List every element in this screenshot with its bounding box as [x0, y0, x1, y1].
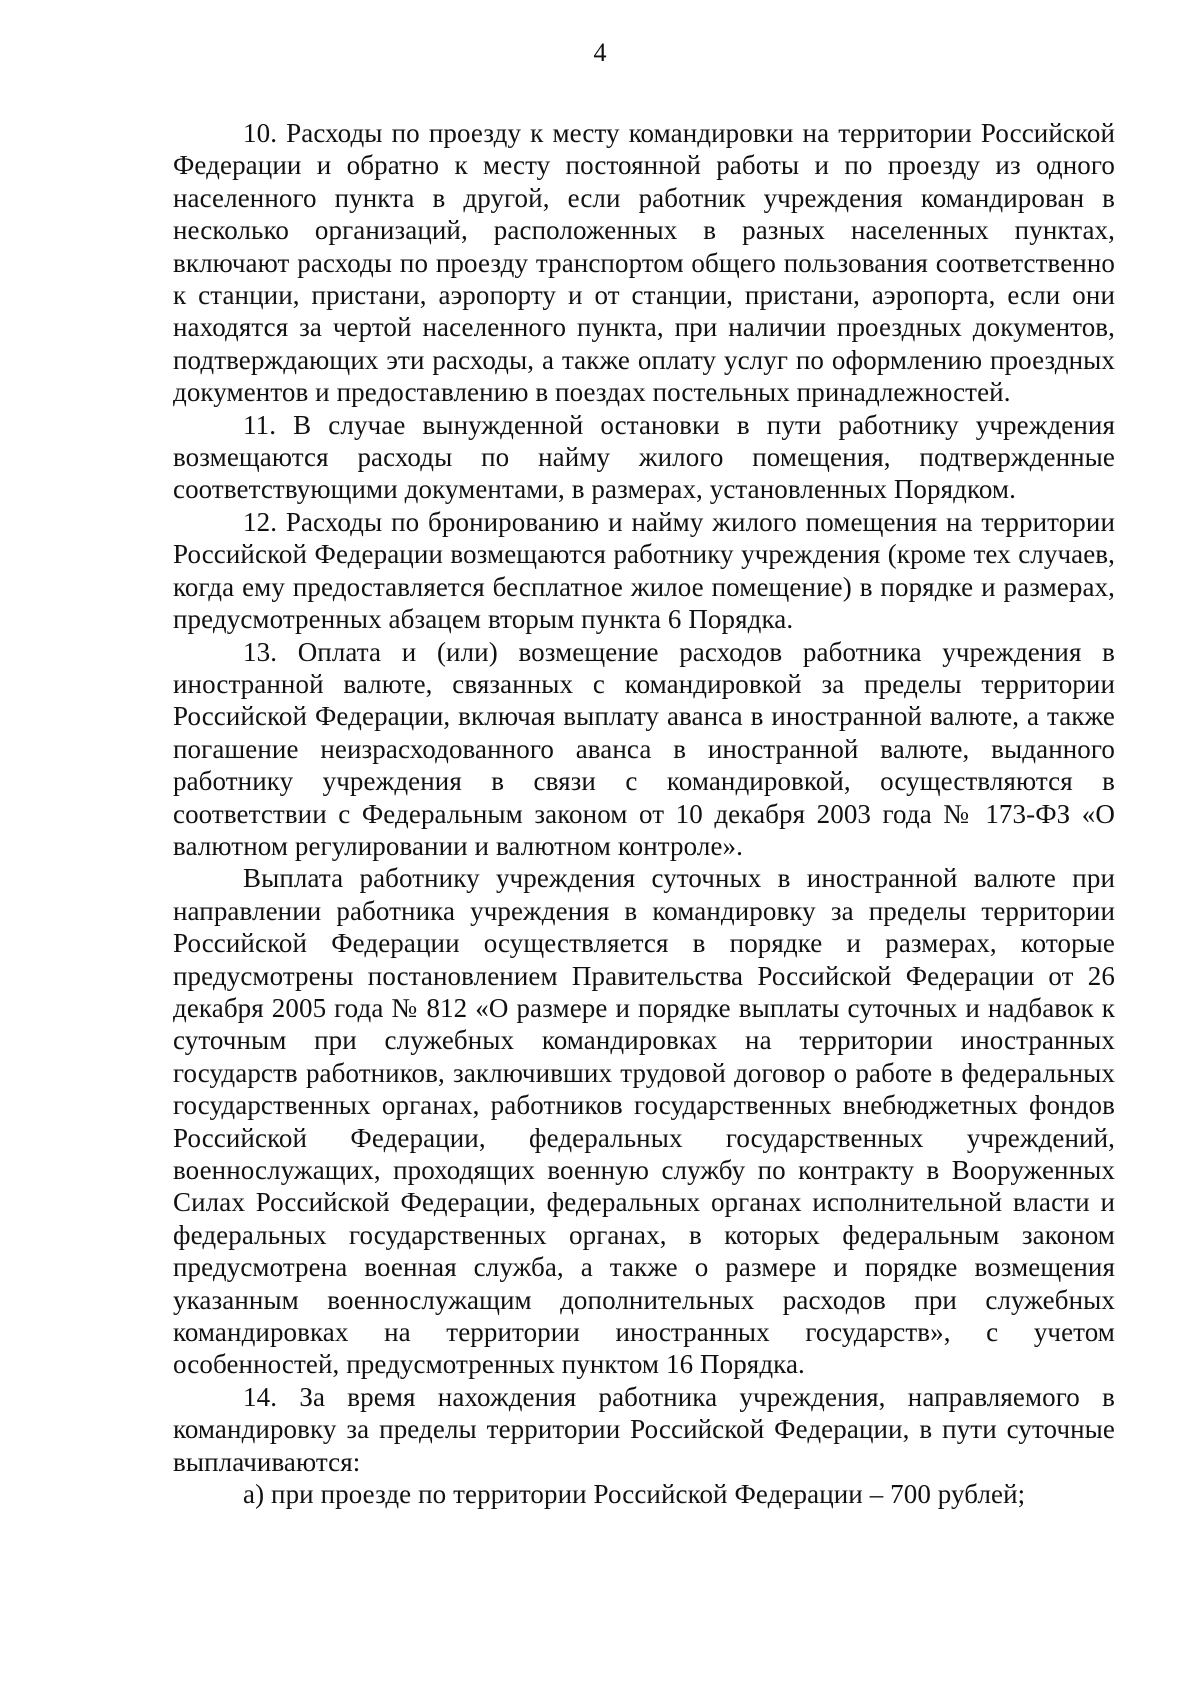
paragraph-per-diem-foreign-currency: Выплата работнику учреждения суточных в иностранной валюте при направлении работника учреждения в командировку за пределы территории Российской Федерации осуществляется в порядке и размерах, которые предусмотрены постановлением Правительства Российской Федерации от 26 декабря 2005 года № 812 «О размере и порядке выплаты суточных и надбавок к суточным при служебных командировках на территории иностранных государств работников, заключивших трудовой договор о работе в федеральных государственных органах, работников государственных внебюджетных фондов Российской Федерации, федеральных государственных учреждений, военнослужащих, проходящих военную службу по контракту в Вооруженных Силах Российской Федерации, федеральных органах исполнительной власти и федеральных государственных органах, в которых федеральным законом предусмотрена военная служба, а также о размере и порядке возмещения указанным военнослужащим дополнительных расходов при служебных командировках на территории иностранных государств», с учетом особенностей, предусмотренных пунктом 16 Порядка. — [173, 863, 1115, 1380]
paragraph-14a-russian-territory: а) при проезде по территории Российской Федерации – 700 рублей; — [243, 1479, 1026, 1510]
paragraph-10-travel-expenses: 10. Расходы по проезду к месту командировки на территории Российской Федерации и обратно к месту постоянной работы и по проезду из одного населенного пункта в другой, если работник учреждения командирован в несколько организаций, расположенных в разных населенных пунктах, включают расходы по проезду транспортом общего пользования соответственно к станции, пристани, аэропорту и от станции, пристани, аэропорта, если они находятся за чертой населенного пункта, при наличии проездных документов, подтверждающих эти расходы, а также оплату услуг по оформлению проездных документов и предоставлению в поездах постельных принадлежностей. — [173, 118, 1115, 408]
paragraph-11-forced-stop: 11. В случае вынужденной остановки в пути работнику учреждения возмещаются расходы по найму жилого помещения, подтвержденные соответствующими документами, в размерах, установленных Порядком. — [173, 409, 1115, 505]
paragraph-13-foreign-currency: 13. Оплата и (или) возмещение расходов работника учреждения в иностранной валюте, связанных с командировкой за пределы территории Российской Федерации, включая выплату аванса в иностранной валюте, а также погашение неизрасходованного аванса в иностранной валюте, выданного работнику учреждения в связи с командировкой, осуществляются в соответствии с Федеральным законом от 10 декабря 2003 года № 173-ФЗ «О валютном регулировании и валютном контроле». — [173, 636, 1115, 861]
page-number: 4 — [593, 38, 607, 67]
paragraph-12-accommodation-booking: 12. Расходы по бронированию и найму жилого помещения на территории Российской Федерации возмещаются работнику учреждения (кроме тех случаев, когда ему предоставляется бесплатное жилое помещение) в порядке и размерах, предусмотренных абзацем вторым пункта 6 Порядка. — [173, 506, 1115, 635]
paragraph-14-per-diem-in-transit: 14. За время нахождения работника учреждения, направляемого в командировку за пределы территории Российской Федерации, в пути суточные выплачиваются: — [173, 1381, 1115, 1477]
document-body — [173, 117, 1115, 1510]
